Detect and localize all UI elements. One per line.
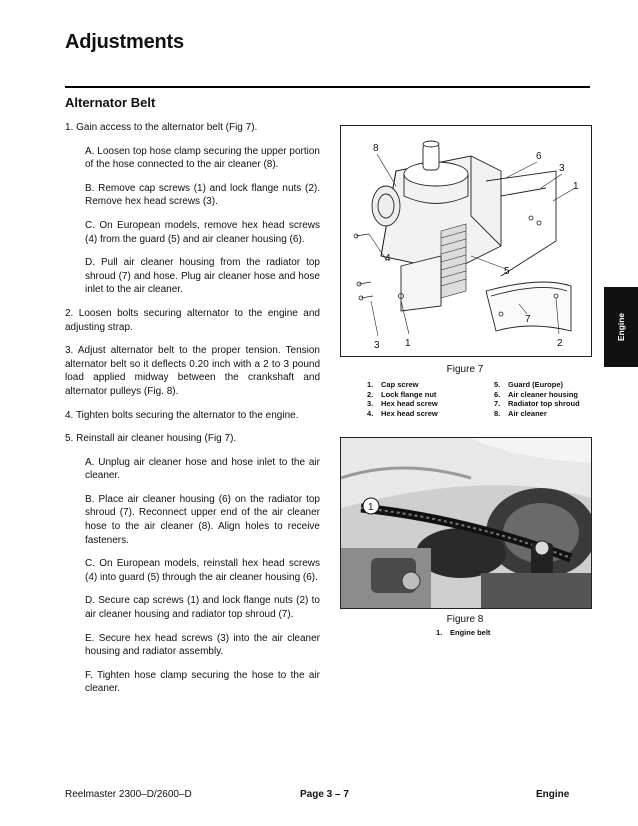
step-1: 1. Gain access to the alternator belt (Fig 7). bbox=[65, 122, 258, 133]
side-tab-label: Engine bbox=[616, 312, 626, 342]
legend-item-guard: 5. Guard (Europe) bbox=[494, 380, 564, 389]
legend-item-air-cleaner: 8. Air cleaner bbox=[494, 408, 547, 418]
fig7-callout-6: 6 bbox=[536, 151, 542, 162]
figure-8-caption: Figure 8 bbox=[446, 614, 484, 625]
fig7-callout-1-right: 1 bbox=[573, 181, 579, 192]
step-1c: C. On European models, remove hex head screws (4) from the guard (5) and air cleaner housing (6). bbox=[85, 219, 320, 245]
title-rule bbox=[65, 86, 590, 88]
step-5e: E. Secure hex head screws (3) into the air cleaner housing and radiator assembly. bbox=[85, 632, 320, 658]
step-5b: B. Place air cleaner housing (6) on the radiator top shroud (7). Reconnect upper end of the air cleaner hose to the air cleaner (8). Align holes to receive fasteners. bbox=[85, 493, 320, 546]
fig7-callout-5: 5 bbox=[504, 266, 510, 277]
legend-item-cap-screw: 1. Cap screw bbox=[367, 380, 419, 389]
procedure-text bbox=[65, 121, 320, 706]
legend-item-air-cleaner-housing: 6. Air cleaner housing bbox=[494, 389, 579, 399]
engine-belt-photo bbox=[341, 438, 591, 608]
step-3: 3. Adjust alternator belt to the proper tension. Tension alternator belt so it deflects 0.20 inch with a 2 to 3 pound load applied midway between the crankshaft and alternator pulleys (Fig. 8). bbox=[65, 345, 320, 397]
footer-section: Engine bbox=[536, 789, 570, 800]
step-2: 2. Loosen bolts securing alternator to the engine and adjusting strap. bbox=[65, 307, 320, 333]
figure-7-legend-left bbox=[367, 380, 438, 418]
footer-left: Reelmaster 2300–D/2600–D bbox=[65, 789, 192, 800]
figure-7-caption: Figure 7 bbox=[446, 364, 484, 375]
subsection-title: Alternator Belt bbox=[65, 95, 156, 110]
fig7-callout-1: 1 bbox=[405, 338, 411, 349]
fig7-callout-8: 8 bbox=[373, 143, 379, 154]
step-1d: D. Pull air cleaner housing from the radiator top shroud (7) and hose. Plug air cleaner hose and hose inlet to the air cleaner. bbox=[85, 257, 320, 296]
fig8-callout-1: 1 bbox=[368, 502, 374, 513]
footer-page-number: Page 3 – 7 bbox=[300, 789, 349, 800]
step-1a: A. Loosen top hose clamp securing the upper portion of the hose connected to the air cleaner (8). bbox=[85, 145, 320, 171]
step-5a: A. Unplug air cleaner hose and hose inlet to the air cleaner. bbox=[85, 456, 320, 482]
legend-item-lock-flange-nut: 2. Lock flange nut bbox=[367, 389, 437, 399]
legend-item-hex-head-screw: 3. Hex head screw bbox=[367, 399, 438, 408]
step-5d: D. Secure cap screws (1) and lock flange nuts (2) to air cleaner housing and radiator top shroud (7). bbox=[85, 595, 320, 621]
figure-8-image bbox=[340, 437, 592, 609]
section-side-tab bbox=[604, 287, 638, 367]
fig7-callout-3: 3 bbox=[374, 340, 380, 351]
step-1b: B. Remove cap screws (1) and lock flange nuts (2). Remove hex head screws (3). bbox=[85, 182, 320, 208]
fig7-callout-7: 7 bbox=[525, 314, 531, 325]
fig7-callout-2: 2 bbox=[557, 338, 563, 349]
legend-item-hex-head-screw-2: 4. Hex head screw bbox=[367, 408, 438, 418]
section-title: Adjustments bbox=[65, 31, 184, 53]
figure-7-image bbox=[340, 125, 592, 357]
legend-item-radiator-top-shroud: 7. Radiator top shroud bbox=[494, 399, 580, 408]
fig7-callout-4: 4 bbox=[385, 253, 391, 264]
step-4: 4. Tighten bolts securing the alternator to the engine. bbox=[65, 409, 299, 421]
figure-8-legend bbox=[436, 628, 490, 638]
step-5c: C. On European models, reinstall hex head screws (4) into guard (5) through the air cleaner housing (6). bbox=[85, 558, 320, 583]
fig7-callout-3-top: 3 bbox=[559, 163, 565, 174]
air-cleaner-exploded-drawing bbox=[341, 126, 591, 356]
step-5: 5. Reinstall air cleaner housing (Fig 7). bbox=[65, 433, 237, 445]
figure-7-legend-right bbox=[494, 380, 580, 418]
legend-item-engine-belt: 1. Engine belt bbox=[436, 628, 491, 637]
step-5f: F. Tighten hose clamp securing the hose to the air cleaner. bbox=[85, 669, 320, 695]
